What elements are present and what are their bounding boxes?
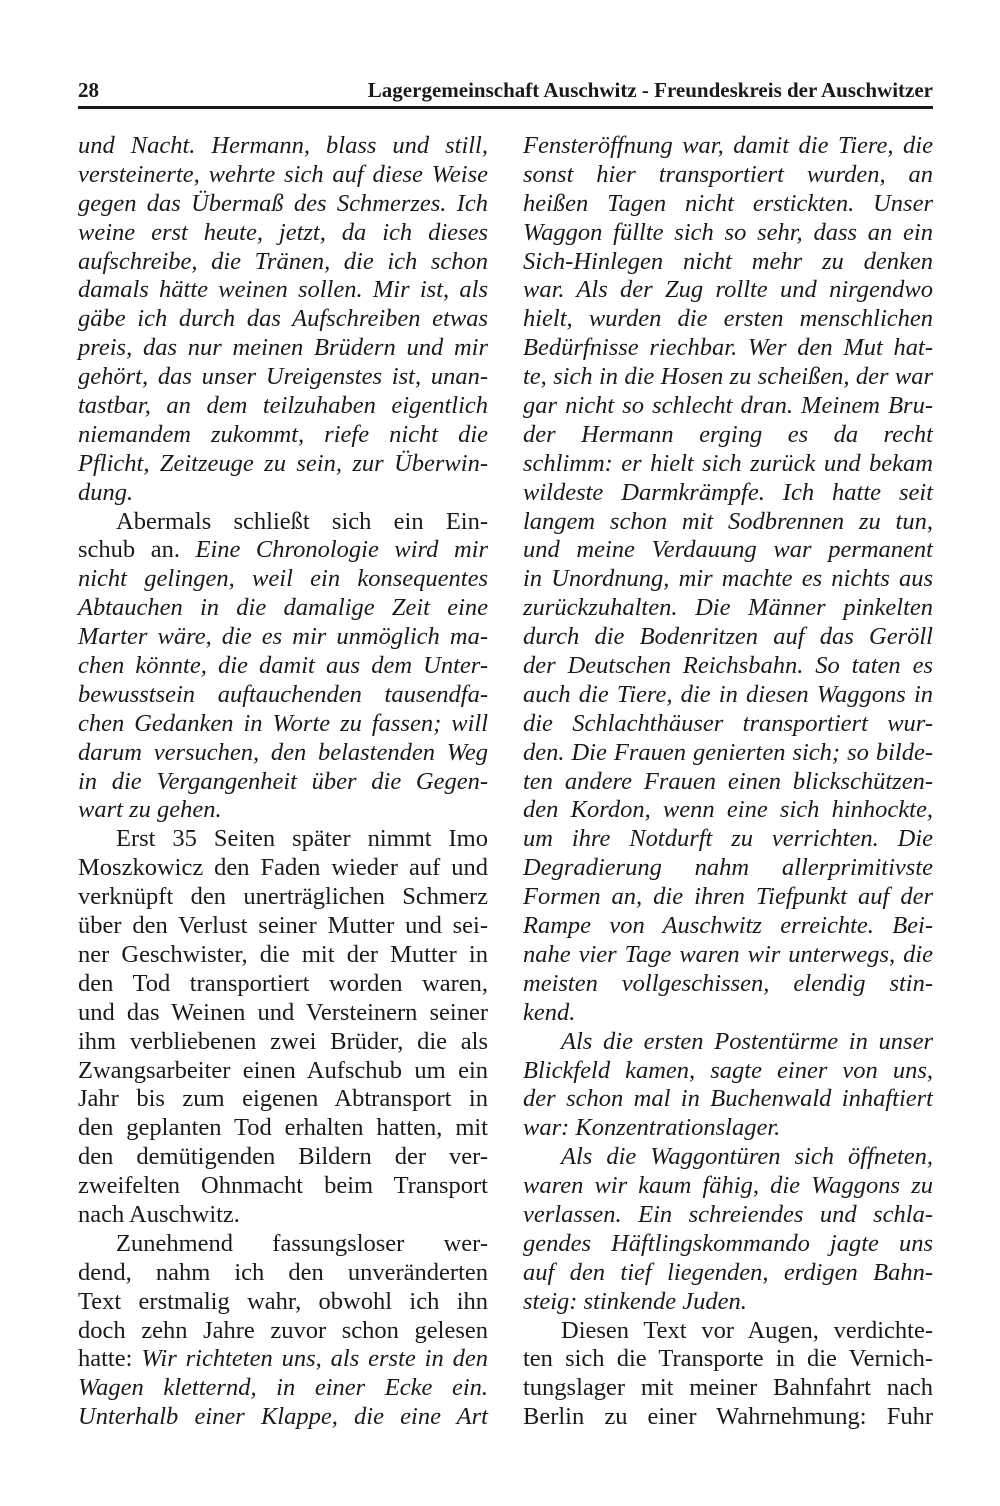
italic-text-segment: Sich-Hinlegen nicht mehr zu denken <box>523 247 933 275</box>
text-line <box>523 739 933 768</box>
text-line <box>78 190 488 219</box>
text-line <box>78 739 488 768</box>
text-line <box>78 1172 488 1201</box>
text-line <box>78 999 488 1028</box>
italic-text-segment: Pflicht, Zeitzeuge zu sein, zur Überwin- <box>78 449 488 477</box>
text-line <box>78 1374 488 1403</box>
page-header <box>78 78 933 102</box>
italic-text-segment: und Nacht. Hermann, blass und still, <box>78 132 488 159</box>
text-line <box>523 825 933 854</box>
italic-text-segment: Wir richteten uns, als erste in den <box>141 1345 488 1373</box>
text-line <box>523 912 933 941</box>
italic-text-segment: Wagen kletternd, in einer Ecke ein. <box>78 1374 488 1402</box>
text-line <box>523 652 933 681</box>
text-line <box>523 999 933 1028</box>
italic-text-segment: auf den tief liegenden, erdigen Bahn- <box>523 1258 933 1286</box>
text-line <box>523 161 933 190</box>
text-line <box>523 1172 933 1201</box>
italic-text-segment: darum versuchen, den belastenden Weg <box>78 738 488 766</box>
page-number: 28 <box>78 78 99 102</box>
text-line <box>78 1345 488 1374</box>
text-segment: Diesen Text vor Augen, verdichte- <box>561 1316 933 1344</box>
text-line <box>523 768 933 797</box>
italic-text-segment: verlassen. Ein schreiendes und schla- <box>523 1200 933 1228</box>
text-line <box>78 1201 488 1230</box>
text-segment: ten sich die Transporte in die Vernich- <box>523 1345 933 1373</box>
text-line <box>78 305 488 334</box>
italic-text-segment: um ihre Notdurft zu verrichten. Die <box>523 825 933 853</box>
text-line <box>78 421 488 450</box>
text-line <box>523 421 933 450</box>
text-segment: nach Auschwitz. <box>78 1200 240 1228</box>
text-line <box>523 941 933 970</box>
text-line <box>523 392 933 421</box>
text-line <box>523 219 933 248</box>
text-line <box>78 161 488 190</box>
text-line <box>523 1374 933 1403</box>
italic-text-segment: gegen das Übermaß des Schmerzes. Ich <box>78 189 488 217</box>
text-line <box>523 536 933 565</box>
text-segment: Moszkowicz den Faden wieder auf und <box>78 854 488 882</box>
italic-text-segment: der Hermann erging es da recht <box>523 420 933 448</box>
italic-text-segment: dung. <box>78 478 134 506</box>
text-line <box>78 652 488 681</box>
text-segment: tungslager mit meiner Bahnfahrt nach <box>523 1374 933 1402</box>
text-line <box>78 1317 488 1346</box>
text-segment: den Tod transportiert worden waren, <box>78 969 488 997</box>
text-segment: über den Verlust seiner Mutter und sei- <box>78 912 488 940</box>
text-line <box>523 1317 933 1346</box>
text-line <box>78 1114 488 1143</box>
text-line <box>523 248 933 277</box>
italic-text-segment: niemandem zukommt, riefe nicht die <box>78 420 488 448</box>
italic-text-segment: in Unordnung, mir machte es nichts aus <box>523 565 933 593</box>
text-segment: doch zehn Jahre zuvor schon gelesen <box>78 1316 488 1344</box>
italic-text-segment: versteinerte, wehrte sich auf diese Weise <box>78 160 488 188</box>
text-line <box>523 334 933 363</box>
text-line <box>523 1201 933 1230</box>
text-line <box>523 565 933 594</box>
text-line <box>523 883 933 912</box>
text-segment: den geplanten Tod erhalten hatten, mit <box>78 1114 488 1142</box>
italic-text-segment: Eine Chronologie wird mir <box>195 536 488 564</box>
text-line <box>78 565 488 594</box>
text-segment: schub an. <box>78 536 196 564</box>
text-line <box>523 854 933 883</box>
italic-text-segment: in die Vergangenheit über die Gegen- <box>78 767 488 795</box>
italic-text-segment: gehört, das unser Ureigenstes ist, unan- <box>78 363 488 391</box>
text-segment: Text erstmalig wahr, obwohl ich ihn <box>78 1287 488 1315</box>
text-line <box>78 1288 488 1317</box>
text-line <box>523 594 933 623</box>
text-line <box>78 912 488 941</box>
italic-text-segment: war: Konzentrationslager. <box>523 1114 781 1142</box>
text-line <box>78 219 488 248</box>
text-segment: Abermals schließt sich ein Ein- <box>116 507 488 535</box>
text-line <box>78 248 488 277</box>
italic-text-segment: die Schlachthäuser transportiert wur- <box>523 709 933 737</box>
text-line <box>523 132 933 161</box>
italic-text-segment: Marter wäre, die es mir unmöglich ma- <box>78 623 488 651</box>
header-rule <box>78 106 933 109</box>
text-line <box>523 1230 933 1259</box>
text-segment: ner Geschwister, die mit der Mutter in <box>78 940 488 968</box>
text-line <box>523 1403 933 1432</box>
text-line <box>78 970 488 999</box>
italic-text-segment: chen könnte, die damit aus dem Unter- <box>78 652 488 680</box>
text-line <box>78 594 488 623</box>
text-line <box>523 623 933 652</box>
text-segment: und das Weinen und Versteinern seiner <box>78 998 488 1026</box>
text-line <box>78 854 488 883</box>
italic-text-segment: durch die Bodenritzen auf das Geröll <box>523 623 933 651</box>
text-line <box>78 508 488 537</box>
italic-text-segment: steig: stinkende Juden. <box>523 1287 747 1315</box>
text-line <box>78 1143 488 1172</box>
italic-text-segment: chen Gedanken in Worte zu fassen; will <box>78 709 488 737</box>
text-line <box>78 1085 488 1114</box>
italic-text-segment: und meine Verdauung war permanent <box>523 536 933 564</box>
text-line <box>78 710 488 739</box>
italic-text-segment: Blickfeld kamen, sagte einer von uns, <box>523 1056 933 1084</box>
text-line <box>523 970 933 999</box>
text-line <box>78 132 488 161</box>
text-line <box>78 479 488 508</box>
text-line <box>78 768 488 797</box>
italic-text-segment: auch die Tiere, die in diesen Waggons in <box>523 680 933 708</box>
italic-text-segment: damals hätte weinen sollen. Mir ist, als <box>78 276 488 304</box>
italic-text-segment: nicht gelingen, weil ein konsequentes <box>78 565 488 593</box>
text-segment: zweifelten Ohnmacht beim Transport <box>78 1172 488 1200</box>
italic-text-segment: den. Die Frauen genierten sich; so bilde- <box>523 738 933 766</box>
italic-text-segment: gäbe ich durch das Aufschreiben etwas <box>78 305 488 333</box>
text-line <box>78 363 488 392</box>
text-line <box>523 305 933 334</box>
text-line <box>78 681 488 710</box>
italic-text-segment: Als die ersten Postentürme in unser <box>561 1027 933 1055</box>
italic-text-segment: ten andere Frauen einen blickschützen- <box>523 767 933 795</box>
text-line <box>523 479 933 508</box>
running-title: Lagergemeinschaft Auschwitz - Freundeskreis der Auschwitzer <box>367 78 933 102</box>
italic-text-segment: Rampe von Auschwitz erreichte. Bei- <box>523 912 933 940</box>
text-line <box>78 825 488 854</box>
italic-text-segment: heißen Tagen nicht erstickten. Unser <box>523 189 933 217</box>
italic-text-segment: aufschreibe, die Tränen, die ich schon <box>78 247 488 275</box>
text-line <box>78 276 488 305</box>
italic-text-segment: weine erst heute, jetzt, da ich dieses <box>78 218 488 246</box>
text-line <box>78 536 488 565</box>
text-line <box>78 1403 488 1432</box>
italic-text-segment: Degradierung nahm allerprimitivste <box>523 854 933 882</box>
text-segment: ihm verbliebenen zwei Brüder, die als <box>78 1027 488 1055</box>
left-text-column <box>78 132 488 1432</box>
text-segment: Berlin zu einer Wahrnehmung: Fuhr <box>523 1403 933 1431</box>
italic-text-segment: gendes Häftlingskommando jagte uns <box>523 1229 933 1257</box>
italic-text-segment: Als die Waggontüren sich öffneten, <box>561 1143 933 1171</box>
text-line <box>523 1028 933 1057</box>
text-line <box>78 334 488 363</box>
text-line <box>523 710 933 739</box>
text-line <box>78 796 488 825</box>
text-line <box>523 1143 933 1172</box>
italic-text-segment: wildeste Darmkrämpfe. Ich hatte seit <box>523 478 933 506</box>
italic-text-segment: zurückzuhalten. Die Männer pinkelten <box>523 594 933 622</box>
text-line <box>78 1057 488 1086</box>
italic-text-segment: Waggon füllte sich so sehr, dass an ein <box>523 218 933 246</box>
text-line <box>523 1259 933 1288</box>
italic-text-segment: der schon mal in Buchenwald inhaftiert <box>523 1085 933 1113</box>
italic-text-segment: meisten vollgeschissen, elendig stin- <box>523 969 933 997</box>
right-text-column <box>523 132 933 1432</box>
text-line <box>523 1345 933 1374</box>
text-line <box>78 1259 488 1288</box>
italic-text-segment: te, sich in die Hosen zu scheißen, der war <box>523 363 933 391</box>
text-segment: Zwangsarbeiter einen Aufschub um ein <box>78 1056 488 1084</box>
italic-text-segment: war. Als der Zug rollte und nirgendwo <box>523 276 933 304</box>
text-segment: verknüpft den unerträglichen Schmerz <box>78 883 488 911</box>
italic-text-segment: preis, das nur meinen Brüdern und mir <box>78 334 488 362</box>
text-segment: Erst 35 Seiten später nimmt Imo <box>116 825 488 853</box>
italic-text-segment: Formen an, die ihren Tiefpunkt auf der <box>523 883 933 911</box>
text-line <box>523 1288 933 1317</box>
text-line <box>523 796 933 825</box>
italic-text-segment: bewusstsein auftauchenden tausendfa- <box>78 680 488 708</box>
text-line <box>78 941 488 970</box>
italic-text-segment: sonst hier transportiert wurden, an <box>523 160 933 188</box>
text-line <box>523 190 933 219</box>
text-line <box>523 363 933 392</box>
italic-text-segment: schlimm: er hielt sich zurück und bekam <box>523 449 933 477</box>
italic-text-segment: Fensteröffnung war, damit die Tiere, die <box>523 132 933 159</box>
text-line <box>78 392 488 421</box>
text-line <box>78 450 488 479</box>
italic-text-segment: gar nicht so schlecht dran. Meinem Bru- <box>523 392 933 420</box>
text-line <box>78 883 488 912</box>
text-segment: den demütigenden Bildern der ver- <box>78 1143 488 1171</box>
italic-text-segment: Bedürfnisse riechbar. Wer den Mut hat- <box>523 334 933 362</box>
italic-text-segment: hielt, wurden die ersten menschlichen <box>523 305 933 333</box>
text-line <box>523 450 933 479</box>
text-segment: Jahr bis zum eigenen Abtransport in <box>78 1085 488 1113</box>
text-line <box>78 623 488 652</box>
italic-text-segment: waren wir kaum fähig, die Waggons zu <box>523 1172 933 1200</box>
text-segment: hatte: <box>78 1345 142 1373</box>
text-line <box>78 1230 488 1259</box>
text-line <box>78 1028 488 1057</box>
text-line <box>523 1057 933 1086</box>
italic-text-segment: tastbar, an dem teilzuhaben eigentlich <box>78 392 488 420</box>
italic-text-segment: der Deutschen Reichsbahn. So taten es <box>523 652 933 680</box>
italic-text-segment: Abtauchen in die damalige Zeit eine <box>78 594 488 622</box>
text-line <box>523 1085 933 1114</box>
italic-text-segment: nahe vier Tage waren wir unterwegs, die <box>523 940 933 968</box>
text-line <box>523 681 933 710</box>
italic-text-segment: wart zu gehen. <box>78 796 222 824</box>
italic-text-segment: kend. <box>523 998 576 1026</box>
italic-text-segment: langem schon mit Sodbrennen zu tun, <box>523 507 933 535</box>
text-segment: Zunehmend fassungsloser wer- <box>116 1229 488 1257</box>
italic-text-segment: den Kordon, wenn eine sich hinhockte, <box>523 796 933 824</box>
text-segment: dend, nahm ich den unveränderten <box>78 1258 488 1286</box>
text-line <box>523 1114 933 1143</box>
italic-text-segment: Unterhalb einer Klappe, die eine Art <box>78 1403 488 1431</box>
text-line <box>523 508 933 537</box>
text-line <box>523 276 933 305</box>
